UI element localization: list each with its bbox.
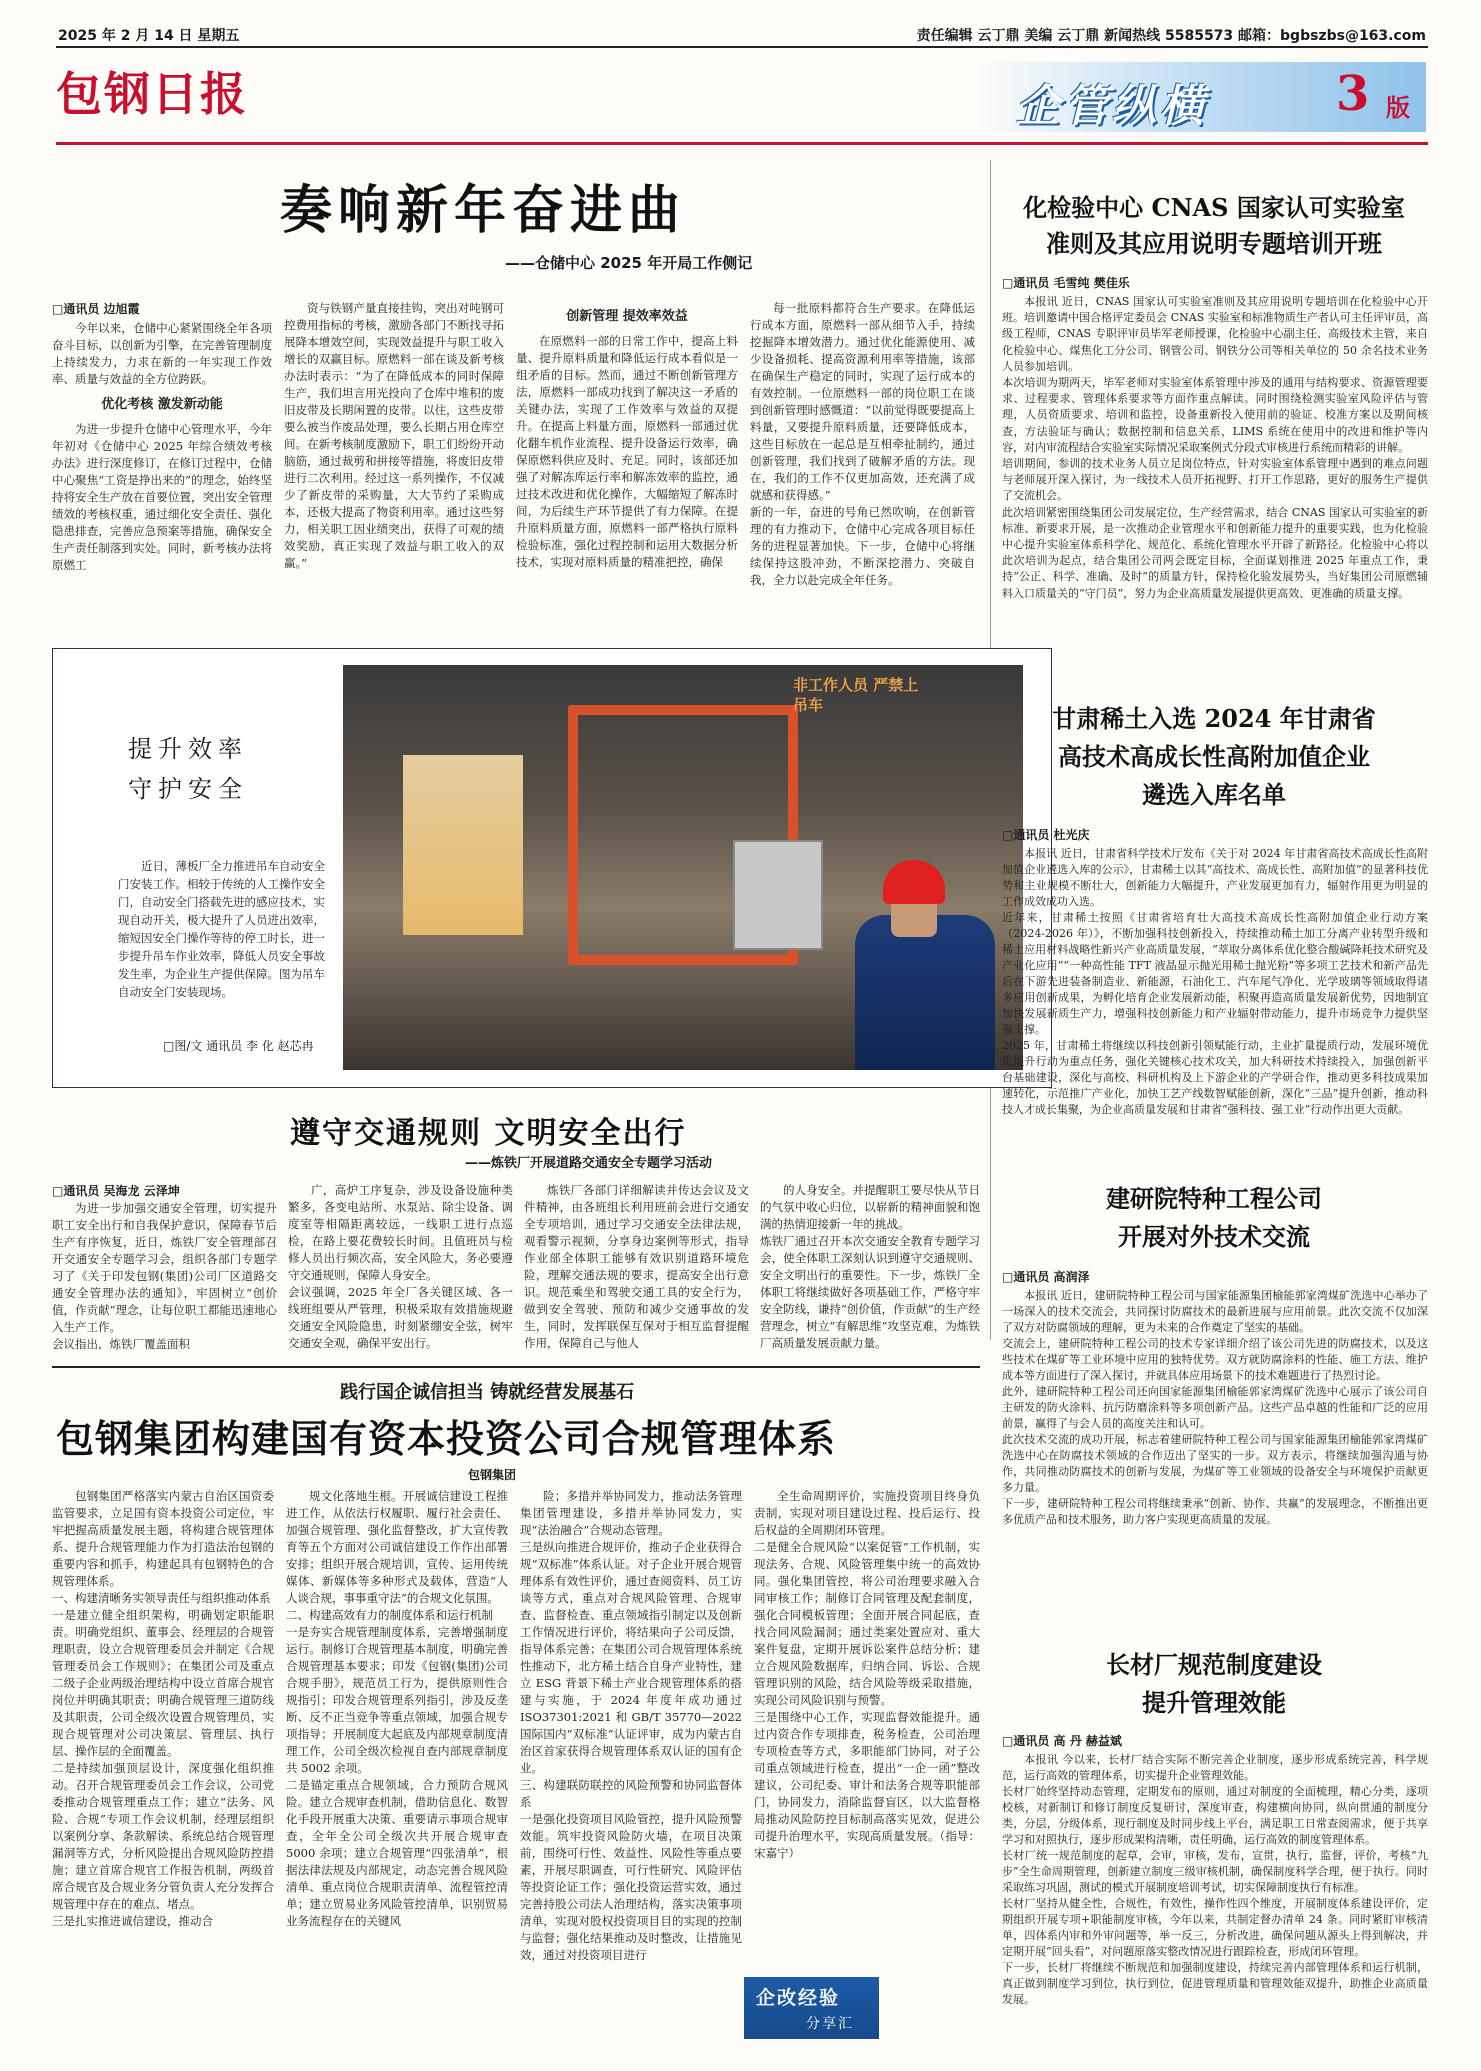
right3-title-line2: 开展对外技术交流 (1118, 1222, 1310, 1251)
article2-col2 (288, 1182, 513, 1350)
article3-rule (52, 1366, 980, 1368)
article2-col3 (524, 1182, 749, 1350)
article1-col2 (284, 300, 504, 630)
right3-body-text: 本报讯 近日，建研院特种工程公司与国家能源集团榆能郭家湾煤矿洗选中心举办了一场深入的技术交流会，共同探讨防腐技术的最新进展与应用前景。此次交流不仅加深了双方对防腐领域的理解，更为未来的合作奠定了坚实的基础。 交流会上，建研院特种工程公司的技术专家详细介绍了该公司先进的防腐技术，以及这些技术在煤矿等工业环境中应用的独特优势。双方就防腐涂料的性能、施工方法、维护成本等方面进行了深入探讨，并就具体应用场景下的技术难题进行了热烈讨论。 此外，建研院特种工程公司还向国家能源集团榆能郭家湾煤矿洗选中心展示了该公司自主研发的防火涂料、抗污防磨涂料等多项创新产品。这些产品卓越的性能和广泛的应用前景，赢得了与会人员的高度关注和认可。 此次技术交流的成功开展，标志着建研院特种工程公司与国家能源集团榆能郭家湾煤矿洗选中心在防腐技术领域的合作迈出了坚实的一步。双方表示，将继续加强沟通与协作，共同推动防腐技术的创新与发展，为煤矿等工业领域的设备安全与环境保护贡献更多力量。 下一步，建研院特种工程公司将继续秉承“创新、协作、共赢”的发展理念，不断推出更多优质产品和技术服务，助力客户实现更高质量的发展。 (1002, 1289, 1428, 1526)
right3-byline: □通讯员 高润泽 (1002, 1270, 1090, 1284)
photo-caption: 近日，薄板厂全力推进吊车自动安全门安装工作。相较于传统的人工操作安全门，自动安全门搭载先进的感应技术，实现自动开关，极大提升了人员进出效率，缩短因安全门操作等待的停工时长，进一步提升吊车作业效率，降低人员安全事故发生率，为企业生产提供保障。图为吊车自动安全门安装现场。 (118, 859, 325, 999)
article2-byline: □通讯员 吴海龙 云泽坤 (52, 1184, 180, 1198)
page-number: 3 (1336, 66, 1370, 122)
worker-body (855, 915, 995, 1070)
article3-col3 (520, 1488, 742, 2048)
article3-col4 (754, 1488, 980, 1968)
article2-col1-text: 为进一步加强交通安全管理，切实提升职工安全出行和自我保护意识，保障春节后生产有序恢复，近日，炼铁厂安全管理部召开交通安全专题学习会，组织各部门专题学习了《关于印发包钢(集团)公司厂区道路交通安全管理办法的通知》，牢固树立“创价值，作贡献”理念，让每位职工都能迅速地心入生产工作。 会议指出，炼铁厂覆盖面积 (52, 1201, 277, 1350)
article3-kicker: 践行国企诚信担当 铸就经营发展基石 (340, 1382, 635, 1403)
photo-credit: □图/文 通讯员 李 化 赵芯冉 (163, 1039, 314, 1053)
right4-title-line2: 提升管理效能 (1142, 1688, 1286, 1717)
article2-col4 (760, 1182, 980, 1350)
right2-title-line2: 高技术高成长性高附加值企业 (1058, 742, 1370, 771)
article1-col4-text: 每一批原料都符合生产要求。在降低运行成本方面，原燃料一部从细节入手，持续挖掘降本增效潜力。通过优化能源使用、减少设备损耗、提高资源利用率等措施，该部在确保生产稳定的同时，实现了运行成本的有效控制。一位原燃料一部的岗位职工在谈到创新管理时感慨道：“以前觉得既要提高上料量，又要提升原料质量，还要降低成本，这些目标放在一起总是互相牵扯制约，通过创新管理，我们找到了破解矛盾的方法。现在，我们的工作不仅更加高效，还充满了成就感和获得感。” 新的一年，奋进的号角已然吹响，在创新管理的有力推动下，仓储中心完成各项目标任务的进程显著加快。下一步，仓储中心将继续保持这股冲劲，不断深挖潜力、突破自我，全力以赴完成全年任务。 (750, 301, 975, 587)
photo-title (128, 729, 248, 809)
right2-body (1002, 846, 1428, 1162)
article2-col1 (52, 1200, 277, 1350)
factory-window (403, 755, 523, 935)
article3-col2 (286, 1488, 508, 2048)
article3-col3-text: 险；多措并举协同发力，推动法务管理集团管理建设，多措并举协同发力，实现“法治融合”合规动态管理。 三是纵向推进合规评价，推动子企业获得合规“双标准”体系认证。对子企业开展合规管理体系有效性评价，通过查阅资料、员工访谈等方式，重点对合规风险管理、合规审查、监督检查、重点领域指引制定以及创新工作情况进行评价，将结果向子公司反馈，指导体系完善；在集团公司合规管理体系统性推动下，北方稀土结合自身产业特性，建立 ESG 背景下稀土产业合规管理体系的搭建与实施，于 2024 年度年成功通过 ISO37301:2021 和 GB/T 35770—2022 国际国内“双标准”认证评审，成为内蒙古自治区首家获得合规管理体系双认证的国有企业。 三、构建联防联控的风险预警和协同监督体系 一是强化投资项目风险管控，提升风险预警效能。筑牢投资风险防火墙，在项目决策前，围绕可行性、效益性、风险性等重点要素，开展尽职调查，可行性研究、风险评估等投资论证工作；强化投资运营实效，通过完善持股公司法人治理结构，落实决策事项清单，实现对股权投资项目目的实现的控制与监督；强化结果推动及时整改，让措施见效，通过对投资项目进行 (520, 1489, 742, 1962)
header-rule (56, 46, 1428, 48)
right4-byline: □通讯员 高 丹 赫益斌 (1002, 1734, 1122, 1748)
right2-title-line3: 遴选入库名单 (1142, 780, 1286, 809)
right4-title-line1: 长材厂规范制度建设 (1106, 1650, 1322, 1679)
right2-title-line1: 甘肃稀土入选 2024 年甘肃省 (1052, 704, 1376, 733)
article3-byline: 包钢集团 (468, 1468, 517, 1482)
article1-col3-text: 在原燃料一部的日常工作中，提高上料量、提升原料质量和降低运行成本看似是一组矛盾的目标。然而，通过不断创新管理方法，原燃料一部成功找到了解决这一矛盾的关键办法，实现了工作效率与效益的双提升。在提高上料量方面，原燃料一部通过优化翻车机作业流程、提升设备运行效率，确保原燃料供应及时、充足。同时，该部还加强了对解冻库运行率和解冻效率的监控，通过技术改进和优化操作，大幅缩短了解冻时间，为后续生产环节提供了有力保障。在提升原料质量方面，原燃料一部严格执行原料检验标准，强化过程控制和运用大数据分析技术，实现对原料质量的精准把控，确保 (516, 334, 738, 569)
right2-title (1000, 700, 1428, 814)
article1-col1 (52, 320, 272, 630)
right1-title-line1: 化检验中心 CNAS 国家认可实验室 (1023, 193, 1405, 222)
warning-sign: 非工作人员 严禁上吊车 (793, 676, 919, 714)
hard-hat (883, 860, 945, 904)
right1-title-line2: 准则及其应用说明专题培训开班 (1046, 229, 1382, 258)
photo-title-line2: 守护安全 (128, 775, 248, 803)
article2-col4-text: 的人身安全。并提醒职工要尽快从节日的气氛中收心归位，以崭新的精神面貌和饱满的热情迎接新一年的挑战。 炼铁厂通过召开本次交通安全教育专题学习会，使全体职工深刻认识到遵守交通规则、安全文明出行的重要性。下一步，炼铁厂全体职工将继续做好各项基础工作，严格守牢安全防线，谦持“创价值，作贡献”的生产经营理念，树立“有解思维”攻坚克难，为炼铁厂高质量发展贡献力量。 (760, 1183, 980, 1350)
article1-para2: 为进一步提升仓储中心管理水平，今年年初对《仓储中心 2025 年综合绩效考核办法》进行深度修订，在修订过程中，仓储中心聚焦“工资是挣出来的”的理念，始终坚持将安全生产放在首要位置，突出安全管理绩效的考核权重，通过细化安全责任、强化隐患排查，完善应急预案等措施，确保安全生产责任制落到实处。同时，新考核办法将原燃工 (52, 422, 272, 572)
article1-col3 (516, 300, 738, 630)
article1-col4 (750, 300, 975, 630)
article1-col2-text: 资与铁钢产量直接挂钩，突出对吨钢可控费用指标的考核，激励各部门不断找寻拓展降本增效空间，实现效益提升与职工收入增长的双赢目标。原燃料一部在谈及新考核办法时表示：“为了在降低成本的同时保障生产，我们坦言用光投向了仓库中堆积的废旧皮带及长期闲置的皮带。以往，这些皮带要么被当作废品处理，要么长期占用仓库空间。在新考核制度激励下，职工们纷纷开动脑筋，通过裁剪和拼接等措施，将废旧皮带进行二次利用。经过这一系列操作，不仅减少了新皮带的采购量，大大节约了采购成本，还极大提高了物资利用率。通过这些努力，相关职工因业绩突出，获得了可观的绩效奖励，真正实现了效益与职工收入的双赢。” (284, 301, 504, 570)
article1-title: 奏响新年奋进曲 (280, 180, 687, 241)
right1-body-text: 本报讯 近日，CNAS 国家认可实验室准则及其应用说明专题培训在化检验中心开班。培训邀请中国合格评定委员会 CNAS 实验室和标准物质生产者认可主任评审员，高级工程师，CNAS 专职评审员毕军老师授课，化检验中心副主任、高级技术主管，来自化检验中心、煤焦化工分公司、钢管公司、钢铁分公司等相关单位的 50 余名技术业务人员参加培训。 本次培训为期两天，毕军老师对实验室体系管理中涉及的通用与结构要求、资源管理要求、过程要求、管理体系要求等方面作重点解读。同时围绕检测实验室风险评估与管理，人员资质要求、培训和监控，设备重新投入使用前的验证、校准方案以及期间核查，方法验证与确认；数据控制和信息关系，LIMS 系统在使用中的改进和维护等内容，对内审流程结合实验室实际情况采取案例式分段式审核进行系统而精彩的讲解。 培训期间，参训的技术业务人员立足岗位特点，针对实验室体系管理中遇到的难点问题与老师展开深入探讨，为一线技术人员开拓视野、打开工作思路，更好的服务生产提供了交流机会。 此次培训紧密围绕集团公司发展定位，生产经营需求，结合 CNAS 国家认可实验室的新标准、新要求开展，是一次推动企业管理水平和创新能力提升的重要实践，也为化检验中心提升实验室体系科学化、规范化、系统化管理水平开辟了新路径。化检验中心将以此次培训为起点，结合集团公司两会既定目标，全面谋划推进 2025 年重点工作，秉持“公正、科学、准确、及时”的质量方针，保持检化验发展势头，当好集团公司原燃辅料入口质量关的“守门员”，努力为企业高质量发展提供更高效、更准确的质量支撑。 (1002, 295, 1428, 600)
article2-title: 遵守交通规则 文明安全出行 (290, 1116, 687, 1151)
badge-subtitle: 分享汇 (806, 2016, 854, 2032)
article3-title: 包钢集团构建国有资本投资公司合规管理体系 (56, 1416, 837, 1461)
article2-col3-text: 炼铁厂各部门详细解读并传达会议及文件精神，由各班组长利用班前会进行交通安全专项培训，通过学习交通安全法律法规，观看警示视频，分享身边案例等形式，指导作业部全体职工能够有效识别道路环境危险，理解交通法规的要求，提高安全出行意识。规范乘坐和驾驶交通工具的安全行为，做到安全驾驶、预防和减少交通事故的发生，同时，发挥联保互保对于相互监督提醒作用，保障自己与他人 (524, 1183, 749, 1350)
masthead-rule (56, 142, 1428, 145)
right1-byline: □通讯员 毛雪纯 樊佳乐 (1002, 276, 1130, 290)
article1-heading1: 优化考核 激发新动能 (101, 397, 223, 412)
badge-title: 企改经验 (756, 1987, 841, 2009)
article3-col1-text: 包钢集团严格落实内蒙古自治区国资委监管要求，立足国有资本投资公司定位，牢牢把握高质量发展主题，将构建合规管理体系、提升合规管理能力作为打造法治包钢的重要内容和抓手，构建起具有包钢特色的合规管理体系。 一、构建清晰务实领导责任与组织推动体系 一是建立健全组织架构，明确划定职能职责。明确党组织、董事会、经理层的合规管理职责，设立合规管理委员会并制定《合规管理委员会工作规则》；在集团公司及重点二级子企业两级治理结构中设立首席合规官岗位并明确其职责；明确合规管理三道防线及其职责，公司全级次设置合规管理员，实现合规管理对公司决策层、管理层、执行层、操作层的全面覆盖。 二是持续加强顶层设计，深度强化组织推动。召开合规管理委员会工作会议，公司党委推动合规管理重点工作；建立“法务、风险、合规”专项工作会议机制，经理层组织以案例分享、条款解读、系统总结合规管理漏洞等方式，分析风险提出合规风险防控措施；建立首席合规官工作报告机制，两级首席合规官及合规业务分管负责人充分发挥合规管理中存在的难点、堵点。 三是扎实推进诚信建设，推动合 (52, 1489, 274, 1928)
right2-byline: □通讯员 杜光庆 (1002, 828, 1090, 842)
worker-photo (343, 665, 1023, 1070)
right1-title (1000, 190, 1428, 262)
photo-title-line1: 提升效率 (128, 735, 248, 763)
page-info-line (58, 22, 1426, 44)
right3-title-line1: 建研院特种工程公司 (1106, 1184, 1322, 1213)
control-box (733, 840, 823, 950)
right3-body (1002, 1288, 1428, 1624)
issue-date: 2025 年 2 月 14 日 星期五 (58, 28, 240, 44)
article1-subtitle: ——仓储中心 2025 年开局工作侧记 (505, 254, 753, 272)
editor-info: 责任编辑 云丁鼎 美编 云丁鼎 新闻热线 5585573 邮箱：bgbszbs@163.com (916, 28, 1426, 44)
paper-logo: 包钢日报 (56, 67, 248, 121)
article1-intro: 今年以来，仓储中心紧紧围绕全年各项奋斗目标，以创新为引擎，在完善管理制度上持续发力，力求在新的一年实现工作效率、质量与效益的全方位跨跃。 (52, 321, 272, 386)
masthead (56, 52, 1426, 138)
article3-col1 (52, 1488, 274, 2048)
right2-body-text: 本报讯 近日，甘肃省科学技术厅发布《关于对 2024 年甘肃省高技术高成长性高附加值企业遴选入库的公示》，甘肃稀土以其“高技术、高成长性、高附加值”的显著科技优势和主业规模不断壮大，创新能力大幅提升，产业发展更加有力，辐射作用更为明显的工作成效成功入选。 近年来，甘肃稀土按照《甘肃省培育壮大高技术高成长性高附加值企业行动方案（2024-2026 年）》，不断加强科技创新投入，持续推动稀土加工分离产业转型升级和稀土应用材料战略性新兴产业高质量发展，“萃取分离体系优化整合酸碱降耗技术研究及产业化应用”“一种高性能 TFT 液晶显示抛光用稀土抛光粉”等多项工艺技术和新产品先后在下游先进装备制造业、新能源，石油化工、汽车尾气净化、光学玻璃等领域取得诸多应用创新成果，为孵化培育企业发展新动能，积聚再造高质量发展新优势，因地制宜加快发展新质生产力，增强科技创新能力和产业辐射带动能力，提升市场竞争力提供坚强支撑。 2025 年，甘肃稀土将继续以科技创新引领赋能行动，主业扩量提质行动，发展环境优化提升行动为重点任务，强化关键核心技术攻关，加大科研技术持续投入，加强创新平台基础建设，深化与高校、科研机构及上下游企业的产学研合作，推动更多科技成果加速转化，示范推广产业化，加快工艺产线数智赋能创新，深化“三品”提升创新，推动科技人才成长集聚，为企业高质量发展和甘肃省“强科技、强工业”行动作出更大贡献。 (1002, 847, 1428, 1116)
column-badge (744, 1977, 879, 2039)
article1-heading2: 创新管理 提效率效益 (566, 309, 688, 324)
article3-col2-text: 规文化落地生根。开展诚信建设工程推进工作，从依法行权履职、履行社会责任、加强合规管理、强化监督整改，扩大宣传教育等五个方面对公司诚信建设工作作出部署安排；组织开展合规培训，宣传、运用传统媒体、新媒体等多种形式及载体，营造“人人谈合规，事事重守法”的合规文化氛围。 二、构建高效有力的制度体系和运行机制 一是夯实合规管理制度体系，完善增强制度运行。制修订合规管理基本制度，明确完善合规管理基本要求；印发《包钢(集团)公司合规手册》，规范员工行为，提供原则性合规指引；印发合规管理系列指引，涉及反垄断、反不正当竞争等重点领域，加强合规专项指导；开展制度大起底及内部规章制度清理工作，公司全级次检视自查内部规章制度共 5002 余项。 二是锚定重点合规领域，合力预防合规风险。建立合规审查机制，借助信息化、数智化手段开展重大决策、重要请示事项合规审查，全年全公司全级次共开展合规审查 5000 余项；建立合规管理“四张清单”，根据法律法规及内部规定，动态完善合规风险清单、重点岗位合规职责清单、流程管控清单；建立贸易业务风险管控清单，识别贸易业务流程存在的关键风 (286, 1489, 508, 1928)
article1-byline: □通讯员 边旭霞 (52, 302, 140, 316)
right4-body (1002, 1752, 1428, 2052)
right1-body (1002, 294, 1428, 680)
article2-subtitle: ——炼铁厂开展道路交通安全专题学习活动 (465, 1156, 713, 1171)
right3-title (1000, 1180, 1428, 1256)
right4-title (1000, 1646, 1428, 1722)
article2-col2-text: 广，高炉工序复杂，涉及设备设施种类繁多，各变电站所、水泵站、除尘设备、调度室等相隔距离较远，一线职工进行点巡检，在路上要花费较长时间。且值班员与检修人员出行频次高，安全风险大，务必要遵守交通规则，保障人身安全。 会议强调，2025 年全厂各关键区域、各一线班组要从严管理，积极采取有效措施规避交通安全风险隐患，时刻紧绷安全弦，树牢交通安全观，确保平安出行。 (288, 1183, 513, 1350)
section-title: 企管纵横 (1016, 81, 1208, 132)
page-unit: 版 (1386, 93, 1410, 122)
right4-body-text: 本报讯 今以来，长材厂结合实际不断完善企业制度，逐步形成系统完善，科学规范，运行高效的管理体系，切实提升企业管理效能。 长材厂始终坚持动态管理，定期发布的原则，通过对制度的全面梳理，精心分类，逐项校核，对新制订和修订制度反复研讨，深度审查，构建横向协同，纵向贯通的制度分类，分层，分级体系，现行制度及时同步线上平台，满足职工日常查阅需求，便于共享学习和对照执行，逐步形成架构清晰，责任明确，运行高效的制度管理体系。 长材厂统一规范制度的起草，会审，审核，发布，宣贯，执行，监督，评价，考核“九步”全生命周期管理，创新建立制度三级审核机制，确保制度科学合理，便于执行。同时采取练习巩固，测试的模式开展制度培训考试，切实保障制度执行有标准。 长材厂坚持从健全性，合规性，有效性，操作性四个维度，开展制度体系建设评价，定期组织开展专项+职能制度审核，今年以来，共制定督办清单 24 条。同时紧盯审核清单，四体系内审和外审问题等，举一反三，分析改进，确保问题从源头上得到解决，并定期开展“回头看”，对问题原落实整改情况进行跟踪检查，形成闭环管理。 下一步，长材厂将继续不断规范和加强制度建设，持续完善内部管理体系和运行机制，真正做到制度学习到位，执行到位，促进管理质量和管理效能双提升，助推企业高质量发展。 (1002, 1753, 1428, 2006)
photo-feature (52, 648, 1052, 1088)
article3-col4-text: 全生命周期评价，实施投资项目终身负责制，实现对项目建设过程、投后运行、投后权益的全周期闭环管理。 二是健全合规风险“以案促管”工作机制，实现法务、合规、风险管理集中统一的高效协同。强化集团管控，将公司治理要求融入合同审核工作；制修订合同管理及配套制度，强化合同模板管理；全面开展合同起底，查找合同风险漏洞；通过类案处置应对、重大案件复盘，定期开展诉讼案件总结分析；建立合规风险数据库，归纳合同、诉讼、合规管理识别的风险，结合风险等级采取措施，实现公司风险识别与预警。 三是围绕中心工作，实现监督效能提升。通过内资合作专项排查，税务检查，公司治理专项检查等方式，多职能部门协同，对子公司重点领域进行检查，提出“一企一函”整改建议，公司纪委、审计和法务合规等职能部门，协同发力，消除监督盲区，以大监督格局推动风险防控目标制高落实见效，促进公司提升治理水平，实现高质量发展。（指导：宋嘉宁） (754, 1489, 980, 1860)
